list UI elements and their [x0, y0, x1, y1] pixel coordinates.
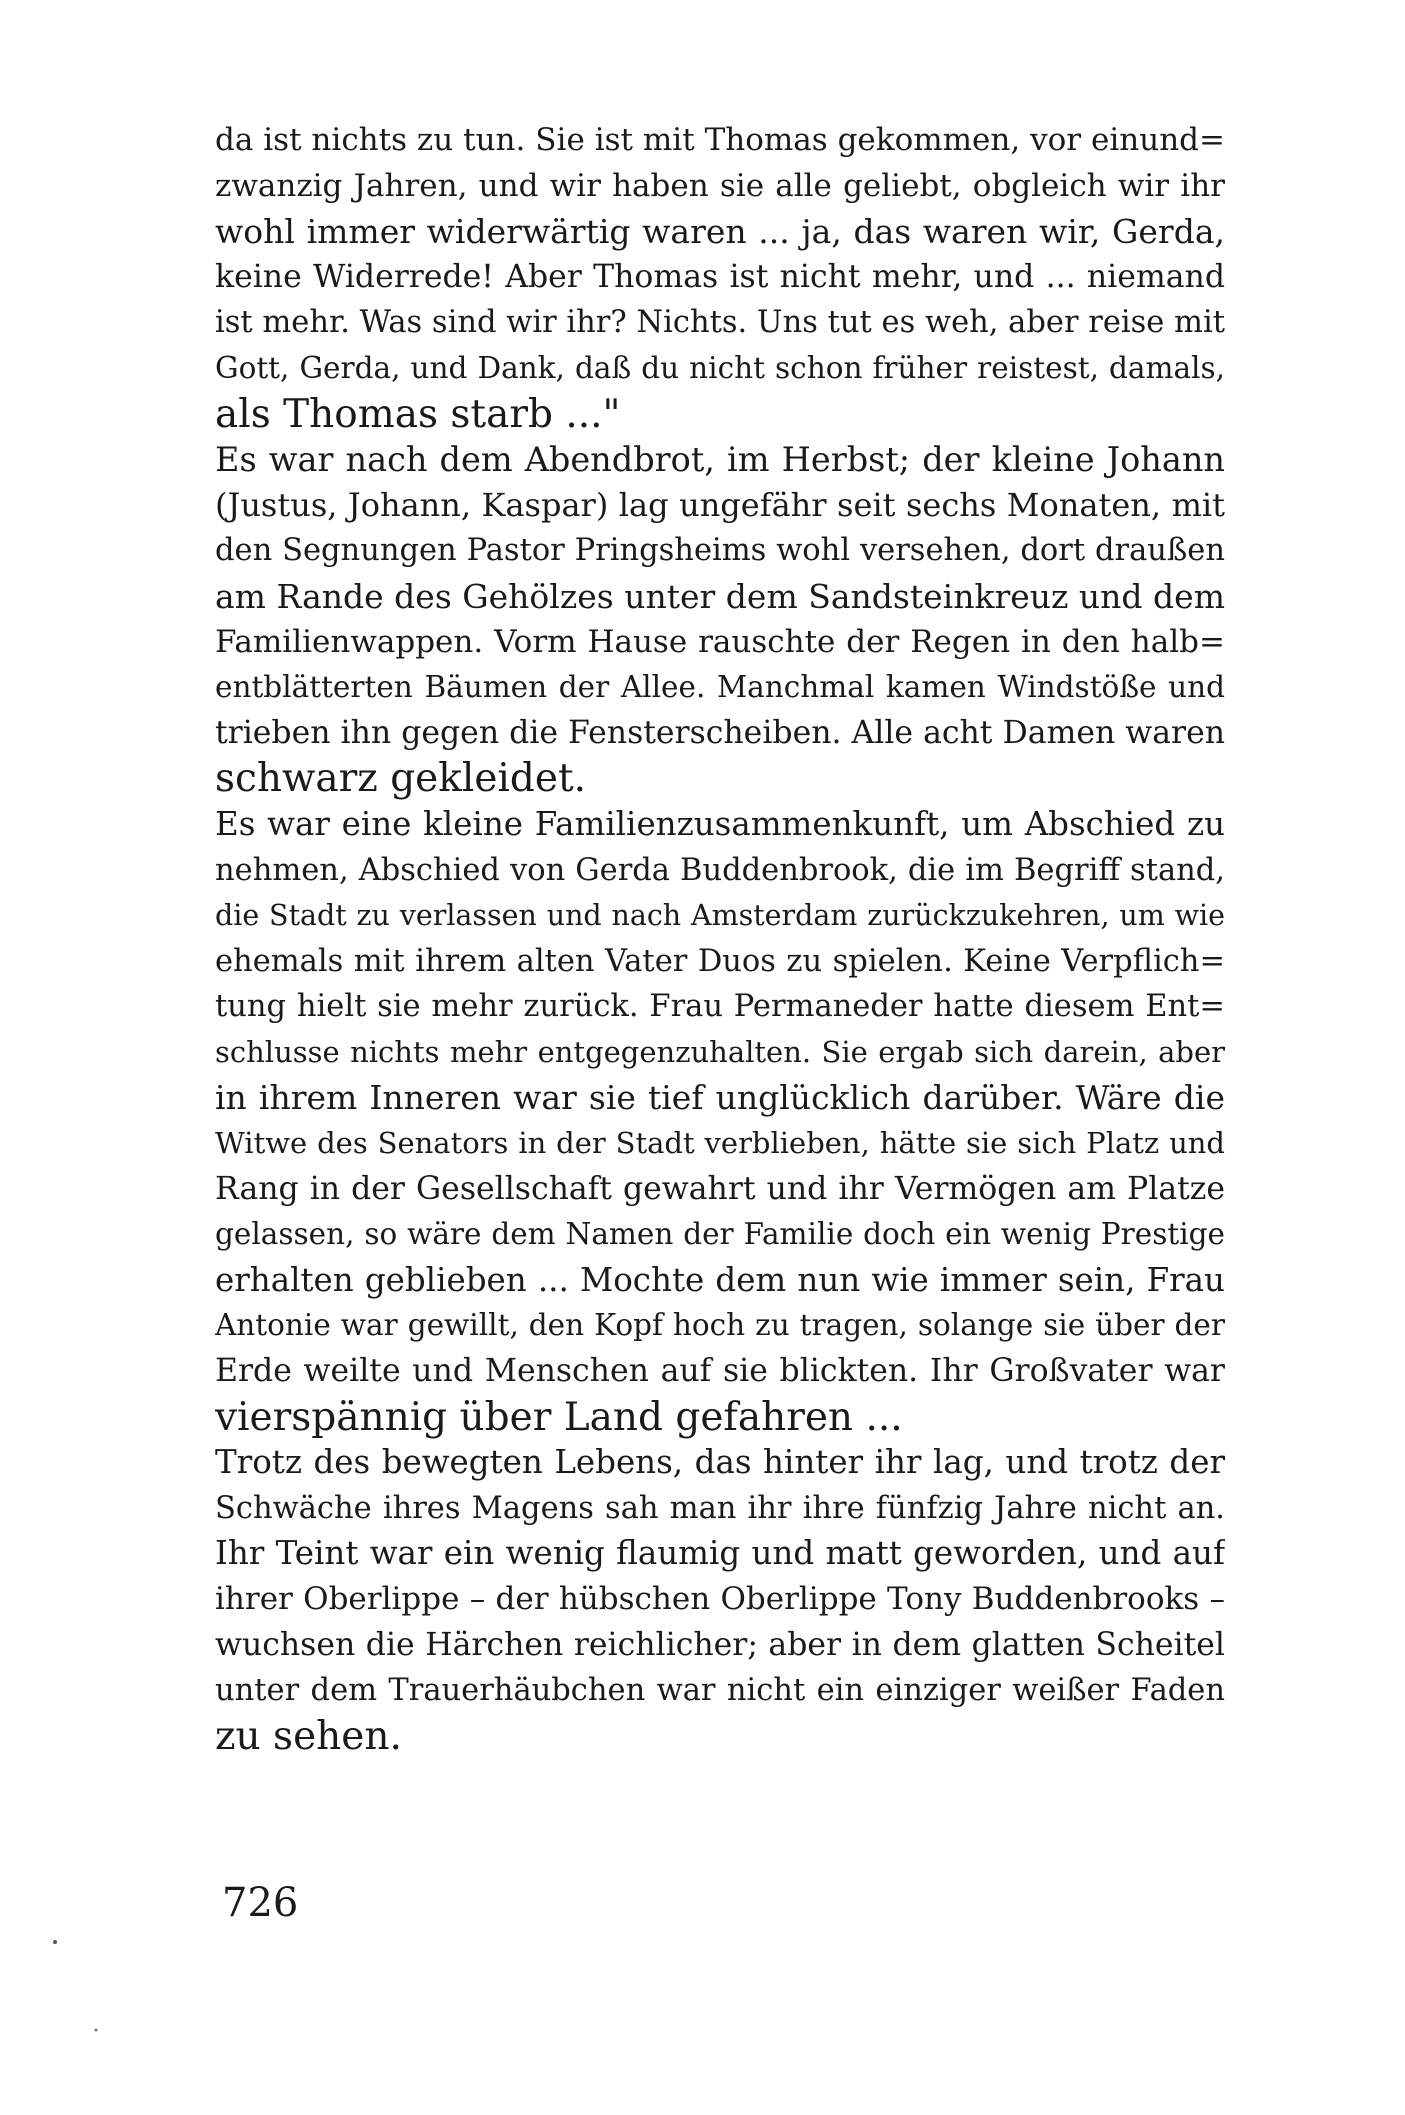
text-line: ihrer Oberlippe – der hübschen Oberlippe Tony Buddenbrooks –: [215, 1581, 1225, 1617]
text-line: zu sehen.: [215, 1713, 402, 1759]
speck: [95, 2029, 98, 2032]
page-number: 726: [222, 1880, 299, 1926]
text-line: am Rande des Gehölzes unter dem Sandsteinkreuz und dem: [215, 576, 1225, 616]
text-line: Rang in der Gesellschaft gewahrt und ihr Vermögen am Platze: [215, 1170, 1225, 1207]
text-line: zwanzig Jahren, und wir haben sie alle geliebt, obgleich wir ihr: [215, 167, 1225, 204]
text-line: ehemals mit ihrem alten Vater Duos zu spielen. Keine Verpflich=: [215, 943, 1225, 979]
text-line: nehmen, Abschied von Gerda Buddenbrook, die im Begriff stand,: [215, 852, 1225, 888]
text-line: Es war nach dem Abendbrot, im Herbst; der kleine Johann: [215, 440, 1225, 480]
text-line: (Justus, Johann, Kaspar) lag ungefähr seit sechs Monaten, mit: [215, 485, 1225, 524]
text-line: wohl immer widerwärtig waren ... ja, das waren wir, Gerda,: [215, 212, 1225, 252]
text-line: Familienwappen. Vorm Hause rauschte der Regen in den halb=: [215, 623, 1225, 660]
text-line: keine Widerrede! Aber Thomas ist nicht mehr, und ... niemand: [215, 258, 1225, 295]
text-line: Es war eine kleine Familienzusammenkunft, um Abschied zu: [215, 804, 1225, 843]
speck: [53, 1940, 57, 1944]
text-line: Witwe des Senators in der Stadt verblieben, hätte sie sich Platz und: [215, 1126, 1225, 1161]
page-body: [215, 118, 1225, 1759]
text-line: Erde weilte und Menschen auf sie blickten. Ihr Großvater war: [215, 1353, 1225, 1390]
text-line: da ist nichts zu tun. Sie ist mit Thomas gekommen, vor einund=: [215, 122, 1225, 158]
text-line: in ihrem Inneren war sie tief unglücklich darüber. Wäre die: [215, 1078, 1225, 1118]
text-line: erhalten geblieben ... Mochte dem nun wie immer sein, Frau: [215, 1260, 1225, 1299]
text-line: gelassen, so wäre dem Namen der Familie doch ein wenig Prestige: [215, 1217, 1225, 1252]
text-line: als Thomas starb ...": [215, 391, 621, 437]
text-line: Ihr Teint war ein wenig flaumig und matt geworden, und auf: [215, 1534, 1225, 1573]
text-line: tung hielt sie mehr zurück. Frau Permaneder hatte diesem Ent=: [215, 989, 1225, 1025]
text-line: vierspännig über Land gefahren ...: [215, 1394, 903, 1440]
text-line: trieben ihn gegen die Fensterscheiben. Alle acht Damen waren: [215, 714, 1225, 751]
text-line: wuchsen die Härchen reichlicher; aber in dem glatten Scheitel: [215, 1626, 1225, 1663]
text-line: Trotz des bewegten Lebens, das hinter ihr lag, und trotz der: [215, 1443, 1225, 1482]
text-line: Schwäche ihres Magens sah man ihr ihre fünfzig Jahre nicht an.: [215, 1490, 1225, 1526]
text-line: unter dem Trauerhäubchen war nicht ein einziger weißer Faden: [215, 1673, 1225, 1709]
text-line: ist mehr. Was sind wir ihr? Nichts. Uns tut es weh, aber reise mit: [215, 305, 1225, 341]
text-line: schlusse nichts mehr entgegenzuhalten. Sie ergab sich darein, aber: [215, 1034, 1225, 1069]
text-line: die Stadt zu verlassen und nach Amsterdam zurückzukehren, um wie: [215, 899, 1225, 933]
text-line: den Segnungen Pastor Pringsheims wohl versehen, dort draußen: [215, 533, 1225, 569]
text-line: Gott, Gerda, und Dank, daß du nicht schon früher reistest, damals,: [215, 350, 1225, 385]
text-line: entblätterten Bäumen der Allee. Manchmal kamen Windstöße und: [215, 670, 1225, 705]
text-line: Antonie war gewillt, den Kopf hoch zu tragen, solange sie über der: [215, 1308, 1225, 1343]
text-line: schwarz gekleidet.: [215, 756, 587, 802]
